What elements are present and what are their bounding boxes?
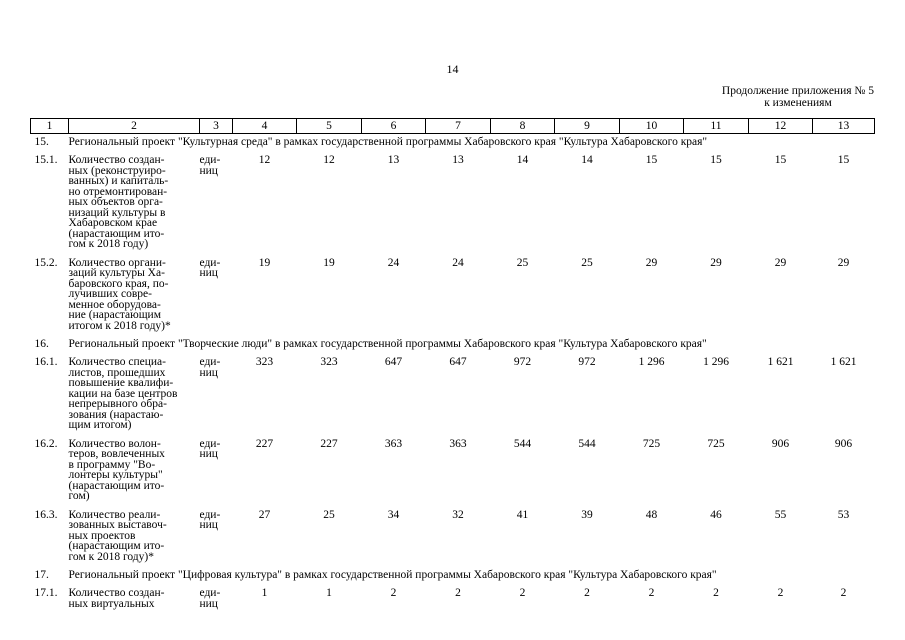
value-cell: 2 xyxy=(648,587,655,599)
value-cell: 1 621 xyxy=(830,356,857,368)
indicator-name: Количество создан- ных (реконструиро- ванных) и капиталь- но отремонтирован- ных объектов орга- низаций культуры в Хабаровском крае (нарастающим ито- гом к 2018 году) xyxy=(68,154,169,250)
column-header: 3 xyxy=(200,119,233,134)
column-header: 8 xyxy=(491,119,555,134)
value-cell: 1 621 xyxy=(767,356,794,368)
value-cell: 2 xyxy=(713,587,719,599)
value-cell: 19 xyxy=(323,256,335,269)
value-cell: 972 xyxy=(513,356,532,368)
value-cell: 906 xyxy=(834,437,853,450)
value-cell: 2 xyxy=(390,587,397,599)
value-cell: 15 xyxy=(774,154,787,166)
unit-cell: еди- ниц xyxy=(199,356,221,379)
unit-cell: еди- ниц xyxy=(199,437,221,460)
value-cell: 2 xyxy=(519,587,526,599)
section-row xyxy=(31,134,875,153)
value-cell: 363 xyxy=(384,437,403,450)
column-header: 1 xyxy=(31,119,69,134)
column-header: 2 xyxy=(69,119,200,134)
section-row xyxy=(31,336,875,354)
table-row xyxy=(31,152,875,255)
column-header: 12 xyxy=(749,119,813,134)
value-cell: 32 xyxy=(452,508,464,521)
appendix-line-1: Продолжение приложения № 5 xyxy=(721,85,874,97)
table-row xyxy=(31,255,875,337)
value-cell: 19 xyxy=(258,256,271,269)
value-cell: 544 xyxy=(578,437,596,450)
column-header: 4 xyxy=(233,119,297,134)
table-row xyxy=(31,507,875,568)
value-cell: 25 xyxy=(323,508,335,521)
value-cell: 15 xyxy=(645,154,658,166)
column-header: 5 xyxy=(297,119,362,134)
value-cell: 227 xyxy=(320,437,338,450)
row-number: 16.3. xyxy=(34,508,58,521)
indicators-table xyxy=(30,118,875,614)
appendix-heading xyxy=(722,85,874,109)
value-cell: 39 xyxy=(581,508,593,521)
value-cell: 29 xyxy=(710,256,722,269)
value-cell: 46 xyxy=(710,508,722,521)
table-row xyxy=(31,354,875,436)
value-cell: 647 xyxy=(384,356,403,368)
value-cell: 29 xyxy=(645,256,658,269)
value-cell: 1 296 xyxy=(638,356,665,368)
column-header: 6 xyxy=(362,119,426,134)
row-number: 15.1. xyxy=(34,154,58,166)
column-header: 7 xyxy=(426,119,491,134)
section-number: 17. xyxy=(34,569,49,581)
column-header: 11 xyxy=(684,119,749,134)
value-cell: 29 xyxy=(774,256,787,269)
value-cell: 2 xyxy=(455,587,461,599)
value-cell: 972 xyxy=(578,356,596,368)
value-cell: 29 xyxy=(837,256,850,269)
value-cell: 1 296 xyxy=(703,356,729,368)
value-cell: 363 xyxy=(449,437,467,450)
value-cell: 14 xyxy=(581,154,593,166)
value-cell: 15 xyxy=(710,154,722,166)
section-number: 15. xyxy=(34,136,49,148)
value-cell: 227 xyxy=(255,437,274,450)
value-cell: 48 xyxy=(645,508,658,521)
value-cell: 906 xyxy=(771,437,790,450)
table-row xyxy=(31,436,875,507)
value-cell: 24 xyxy=(452,256,464,269)
column-header: 10 xyxy=(620,119,684,134)
value-cell: 27 xyxy=(258,508,271,521)
table-header-row xyxy=(31,119,875,134)
page-number: 14 xyxy=(446,62,459,76)
value-cell: 2 xyxy=(584,587,590,599)
value-cell: 25 xyxy=(581,256,593,269)
value-cell: 55 xyxy=(774,508,787,521)
value-cell: 24 xyxy=(387,256,400,269)
value-cell: 14 xyxy=(516,154,529,166)
indicator-name: Количество создан- ных виртуальных xyxy=(68,587,165,610)
value-cell: 725 xyxy=(707,437,725,450)
value-cell: 12 xyxy=(323,154,335,166)
unit-cell: еди- ниц xyxy=(199,587,221,610)
section-row xyxy=(31,567,875,585)
value-cell: 2 xyxy=(777,587,784,599)
value-cell: 41 xyxy=(516,508,529,521)
unit-cell: еди- ниц xyxy=(199,256,221,279)
indicator-name: Количество реали- зованных выставоч- ных проектов (нарастающим ито- гом к 2018 году)* xyxy=(68,508,167,563)
unit-cell: еди- ниц xyxy=(199,508,221,531)
value-cell: 2 xyxy=(840,587,847,599)
row-number: 15.2. xyxy=(34,256,58,269)
row-number: 16.2. xyxy=(34,437,58,450)
value-cell: 323 xyxy=(255,356,274,368)
value-cell: 15 xyxy=(837,154,850,166)
indicator-name: Количество органи- заций культуры Ха- баровского края, по- лучивших совре- менное оборудова- ние (нарастающим итогом к 2018 году)* xyxy=(68,256,171,332)
column-header: 9 xyxy=(555,119,620,134)
table-body xyxy=(31,134,875,615)
value-cell: 53 xyxy=(837,508,850,521)
section-number: 16. xyxy=(34,338,49,350)
value-cell: 13 xyxy=(387,154,400,166)
value-cell: 1 xyxy=(326,587,332,599)
value-cell: 12 xyxy=(258,154,271,166)
value-cell: 1 xyxy=(261,587,268,599)
value-cell: 544 xyxy=(513,437,532,450)
row-number: 16.1. xyxy=(34,356,58,368)
value-cell: 725 xyxy=(642,437,661,450)
unit-cell: еди- ниц xyxy=(199,154,221,177)
value-cell: 647 xyxy=(449,356,467,368)
value-cell: 323 xyxy=(320,356,338,368)
column-header: 13 xyxy=(813,119,875,134)
section-title: Региональный проект "Культурная среда" в рамках государственной программы Хабаровского края "Культура Хабаровского края" xyxy=(68,136,708,148)
appendix-line-2: к изменениям xyxy=(764,97,832,109)
indicator-name: Количество волон- теров, вовлеченных в программу "Во- лонтеры культуры" (нарастающим ито- гом) xyxy=(68,437,165,502)
table-row xyxy=(31,585,875,614)
indicator-name: Количество специа- листов, прошедших повышение квалифи- кации на базе центров непрерывного обра- зования (нарастаю- щим итогом) xyxy=(68,356,178,431)
row-number: 17.1. xyxy=(34,587,58,599)
value-cell: 25 xyxy=(516,256,529,269)
value-cell: 34 xyxy=(387,508,400,521)
section-title: Региональный проект "Творческие люди" в рамках государственной программы Хабаровского края "Культура Хабаровского края" xyxy=(68,338,707,350)
value-cell: 13 xyxy=(452,154,464,166)
section-title: Региональный проект "Цифровая культура" в рамках государственной программы Хабаровского края "Культура Хабаровского края" xyxy=(68,569,717,581)
